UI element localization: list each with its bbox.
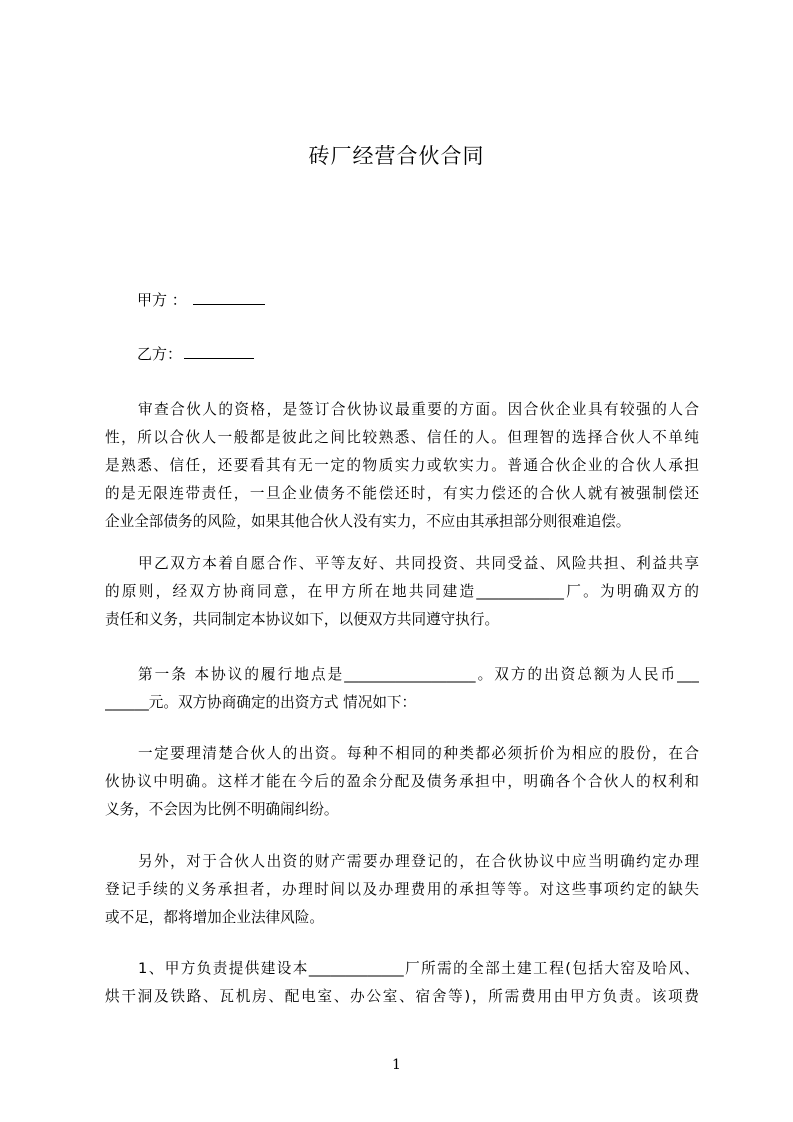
paragraph-line: 1、甲方负责提供建设本_____________厂所需的全部土建工程(包括大窑及哈风、 (138, 960, 699, 977)
paragraph-agreement-basis (105, 550, 699, 634)
paragraph-party-a-duties (105, 955, 699, 1011)
party-a-blank (193, 290, 265, 305)
party-b-label: 乙方： (137, 345, 183, 363)
paragraph-article-one (105, 661, 699, 717)
party-b-line (137, 344, 254, 364)
paragraph-registration (105, 848, 699, 932)
paragraph-line: 一定要理清楚合伙人的出资。每种不相同的种类都必须折价为相应的股份，在合 (138, 745, 699, 762)
paragraph-line: 是熟悉、信任，还要看其有无一定的物质实力或软实力。普通合伙企业的合伙人承担 (105, 457, 699, 474)
paragraph-partner-qualification (105, 396, 699, 536)
paragraph-line: 的原则，经双方协商同意，在甲方所在地共同建造____________厂。为明确双方的 (105, 583, 699, 600)
party-a-label: 甲方 ： (137, 291, 187, 309)
paragraph-capital-contribution (105, 740, 699, 824)
paragraph-line: 企业全部债务的风险，如果其他合伙人没有实力，不应由其承担部分则很难追偿。 (105, 513, 631, 530)
document-title: 砖厂经营合伙合同 (308, 144, 485, 168)
party-b-blank (184, 344, 254, 359)
paragraph-line: 义务，不会因为比例不明确闹纠纷。 (105, 801, 339, 818)
paragraph-line: ______元。双方协商确定的出资方式 情况如下： (105, 694, 417, 711)
paragraph-line: 或不足，都将增加企业法律风险。 (105, 909, 324, 926)
paragraph-line: 烘干洞及铁路、瓦机房、配电室、办公室、宿舍等)，所需费用由甲方负责。该项费 (105, 988, 699, 1005)
paragraph-line: 登记手续的义务承担者，办理时间以及办理费用的承担等等。对这些事项约定的缺失 (105, 881, 699, 898)
paragraph-line: 责任和义务，共同制定本协议如下，以便双方共同遵守执行。 (105, 611, 500, 628)
party-a-line (137, 290, 265, 310)
paragraph-line: 第一条 本协议的履行地点是__________________。双方的出资总额为人民币___ (138, 666, 699, 683)
paragraph-line: 性，所以合伙人一般都是彼此之间比较熟悉、信任的人。但理智的选择合伙人不单纯 (105, 429, 699, 446)
page-number: 1 (392, 1057, 401, 1073)
paragraph-line: 的是无限连带责任，一旦企业债务不能偿还时，有实力偿还的合伙人就有被强制偿还 (105, 485, 699, 502)
paragraph-line: 另外，对于合伙人出资的财产需要办理登记的，在合伙协议中应当明确约定办理 (138, 853, 699, 870)
paragraph-line: 伙协议中明确。这样才能在今后的盈余分配及债务承担中，明确各个合伙人的权利和 (105, 773, 699, 790)
paragraph-line: 甲乙双方本着自愿合作、平等友好、共同投资、共同受益、风险共担、利益共享 (138, 555, 699, 572)
paragraph-line: 审查合伙人的资格，是签订合伙协议最重要的方面。因合伙企业具有较强的人合 (138, 401, 699, 418)
